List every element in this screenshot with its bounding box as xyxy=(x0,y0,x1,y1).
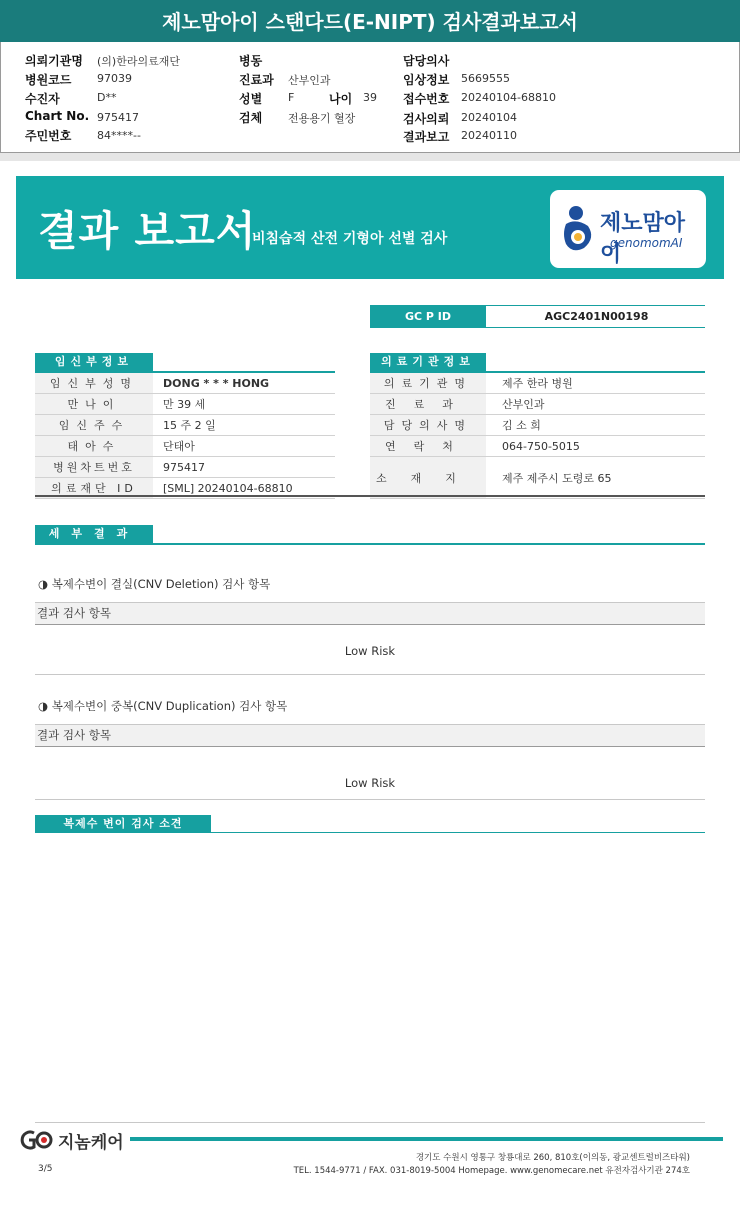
cnv-duplication-title: ◑ 복제수변이 중복(CNV Duplication) 검사 항목 xyxy=(38,699,288,713)
mother-baby-icon xyxy=(560,204,596,254)
table-row xyxy=(370,436,705,457)
age-value: 39 xyxy=(363,91,377,104)
pregnant-info-tab: 임신부정보 xyxy=(35,353,153,371)
table-row xyxy=(35,436,335,457)
doctor-name-label: 담당의사명 xyxy=(370,415,486,436)
cnv-opinion-tab: 복제수 변이 검사 소견 xyxy=(35,815,211,833)
contact-value: 064-750-5015 xyxy=(486,436,705,457)
foundation-id-value: [SML] 20240104-68810 xyxy=(153,478,335,499)
cnv-duplication-bottom xyxy=(35,799,705,800)
specimen-label: 검체 xyxy=(239,111,263,125)
fetus-count-value: 단태아 xyxy=(153,436,335,457)
doctor-label: 담당의사 xyxy=(403,54,450,68)
report-title: 제노맘아이 스탠다드(E-NIPT) 검사결과보고서 xyxy=(0,0,740,42)
cnv-duplication-header-label: 결과 검사 항목 xyxy=(37,728,111,742)
report-value: 20240110 xyxy=(461,129,517,142)
sex-label: 성별 xyxy=(239,92,263,106)
hosp-code-label: 병원코드 xyxy=(25,73,72,87)
cnv-deletion-bottom xyxy=(35,674,705,675)
chart-label: Chart No. xyxy=(25,109,90,123)
location-value: 제주 제주시 도령로 65 xyxy=(486,457,705,499)
footer-top-line xyxy=(35,1122,705,1123)
table-row xyxy=(370,394,705,415)
department-value: 산부인과 xyxy=(486,394,705,415)
footer-address: 경기도 수원시 영통구 창룡대로 260, 810호(이의동, 광교센트럴비즈타워) xyxy=(415,1153,690,1163)
hospital-chart-value: 975417 xyxy=(153,457,335,478)
cnv-deletion-header-label: 결과 검사 항목 xyxy=(37,606,111,620)
genomom-logo xyxy=(550,190,706,268)
rrn-value: 84****-- xyxy=(97,129,141,142)
gcp-bottom-line xyxy=(370,327,705,328)
table-row xyxy=(370,415,705,436)
table-row xyxy=(35,373,335,394)
request-label: 검사의뢰 xyxy=(403,112,450,126)
cnv-opinion-line xyxy=(35,832,705,833)
table-row xyxy=(35,394,335,415)
rrn-label: 주민번호 xyxy=(25,129,72,143)
cnv-deletion-result: Low Risk xyxy=(344,644,396,658)
banner-title: 결과 보고서 xyxy=(38,207,257,255)
request-value: 20240104 xyxy=(461,111,517,124)
footer-accent-line xyxy=(130,1137,723,1141)
age-value: 만 39 세 xyxy=(153,394,335,415)
cnv-deletion-title: ◑ 복제수변이 결실(CNV Deletion) 검사 항목 xyxy=(38,577,271,591)
hospital-chart-label: 병원차트번호 xyxy=(35,457,153,478)
report-label: 결과보고 xyxy=(403,130,450,144)
location-label: 소재지 xyxy=(370,457,486,499)
cnv-deletion-header xyxy=(35,602,705,625)
table-row xyxy=(35,457,335,478)
footer-brand: 지놈케어 xyxy=(58,1133,124,1153)
gcp-id-label: GC P ID xyxy=(370,306,486,327)
receipt-label: 접수번호 xyxy=(403,92,450,106)
table-row xyxy=(370,457,705,499)
page-number: 3/5 xyxy=(38,1164,53,1174)
dept-value: 산부인과 xyxy=(288,74,331,87)
table-row xyxy=(35,415,335,436)
pregnant-name-label: 임신부성명 xyxy=(35,373,153,394)
info-shadow xyxy=(0,153,740,161)
institution-info-table xyxy=(370,373,705,499)
institution-info-tab: 의료기관정보 xyxy=(370,353,486,371)
clinical-value: 5669555 xyxy=(461,72,510,85)
foundation-id-label: 의료재단 ID xyxy=(35,478,153,499)
receipt-value: 20240104-68810 xyxy=(461,91,556,104)
age-label: 만나이 xyxy=(35,394,153,415)
cnv-duplication-result: Low Risk xyxy=(344,776,396,790)
chart-value: 975417 xyxy=(97,111,139,124)
logo-korean: 제노맘아이 xyxy=(600,211,686,267)
detail-result-line xyxy=(35,543,705,545)
specimen-value: 전용용기 혈장 xyxy=(288,112,356,125)
ward-label: 병동 xyxy=(239,54,263,68)
examinee-value: D** xyxy=(97,91,117,104)
institution-name-value: 제주 한라 병원 xyxy=(486,373,705,394)
logo-english: genomomAI xyxy=(610,236,683,250)
pregnant-name-value: DONG * * * HONG xyxy=(153,373,335,394)
fetus-count-label: 태아수 xyxy=(35,436,153,457)
gcp-id-value: AGC2401N00198 xyxy=(544,310,649,323)
report-banner xyxy=(16,176,724,279)
doctor-name-value: 김 소 희 xyxy=(486,415,705,436)
pregnant-info-table xyxy=(35,373,335,499)
age-label: 나이 xyxy=(329,92,353,106)
banner-subtitle: 비침습적 산전 기형아 선별 검사 xyxy=(252,231,448,247)
dept-label: 진료과 xyxy=(239,73,274,87)
contact-label: 연락처 xyxy=(370,436,486,457)
cnv-duplication-header xyxy=(35,724,705,747)
req-org-label: 의뢰기관명 xyxy=(25,54,83,68)
gestation-value: 15 주 2 일 xyxy=(153,415,335,436)
sex-value: F xyxy=(288,91,295,104)
patient-info-box xyxy=(0,42,740,153)
table-row xyxy=(370,373,705,394)
clinical-label: 임상정보 xyxy=(403,73,450,87)
footer-contact: TEL. 1544-9771 / FAX. 031-8019-5004 Homepage. www.genomecare.net 유전자검사기관 274호 xyxy=(293,1166,690,1176)
examinee-label: 수진자 xyxy=(25,92,60,106)
info-bottom-line xyxy=(35,495,705,497)
req-org-value: (의)한라의료재단 xyxy=(97,55,180,68)
institution-name-label: 의료기관명 xyxy=(370,373,486,394)
gestation-label: 임신주수 xyxy=(35,415,153,436)
genomecare-logo-icon xyxy=(18,1129,56,1151)
detail-result-tab: 세부결과 xyxy=(35,525,153,543)
hosp-code-value: 97039 xyxy=(97,72,132,85)
department-label: 진료과 xyxy=(370,394,486,415)
